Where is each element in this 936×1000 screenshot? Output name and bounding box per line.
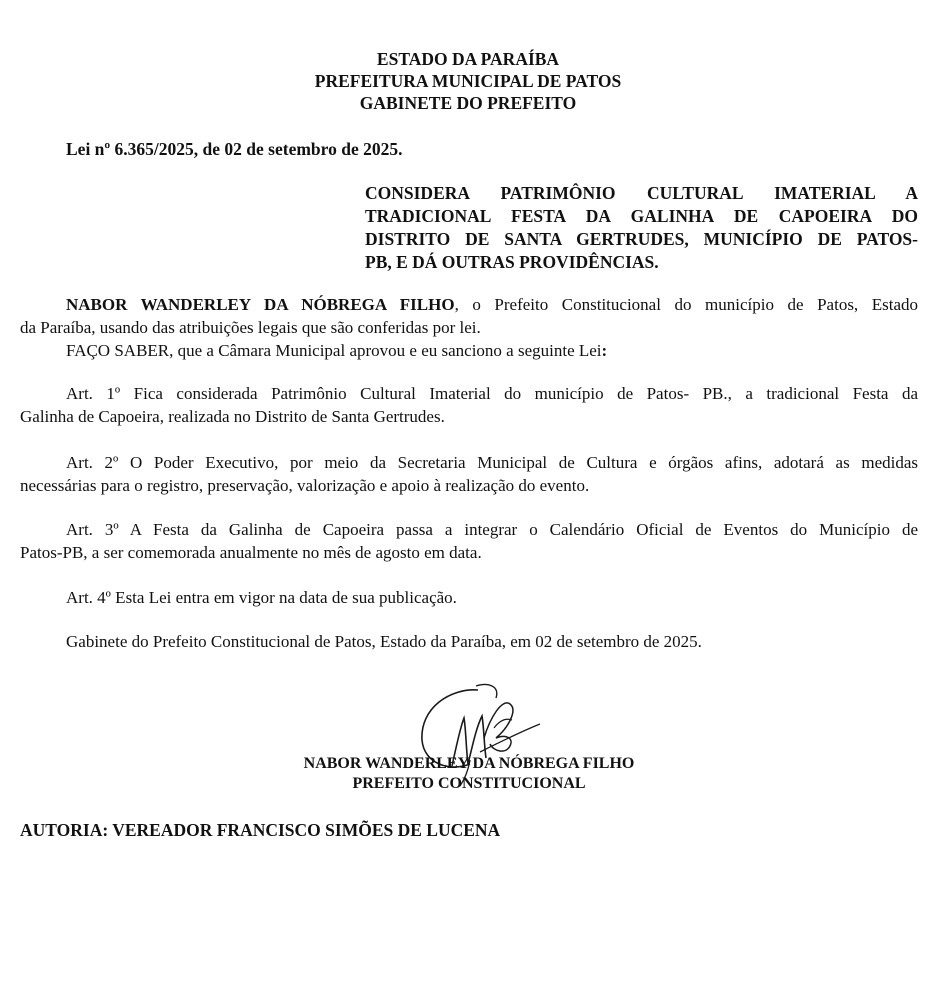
article-3 <box>20 518 918 564</box>
article-2 <box>20 451 918 497</box>
article-line: necessárias para o registro, preservação, valorização e apoio à realização do evento. <box>20 476 590 495</box>
intro-paragraph <box>20 293 918 339</box>
article-line: Art. 2º O Poder Executivo, por meio da Secretaria Municipal de Cultura e órgãos afins, adotará as medidas <box>66 453 918 472</box>
authorship-line: AUTORIA: VEREADOR FRANCISCO SIMÕES DE LUCENA <box>20 820 501 840</box>
document-header <box>0 48 936 114</box>
law-summary-line: DISTRITO DE SANTA GERTRUDES, MUNICÍPIO DE PATOS- <box>365 229 918 249</box>
closing-paragraph <box>20 630 918 653</box>
law-summary-line: CONSIDERA PATRIMÔNIO CULTURAL IMATERIAL A <box>365 183 918 203</box>
enactment-colon: : <box>601 341 608 360</box>
intro-line: da Paraíba, usando das atribuições legais que são conferidas por lei. <box>20 318 481 337</box>
signer-name: NABOR WANDERLEY DA NÓBREGA FILHO <box>303 755 635 772</box>
header-city-hall: PREFEITURA MUNICIPAL DE PATOS <box>314 71 622 91</box>
signature-block <box>0 754 936 794</box>
intro-line <box>20 293 918 316</box>
mayor-name: NABOR WANDERLEY DA NÓBREGA FILHO <box>66 295 455 314</box>
article-1 <box>20 382 918 428</box>
article-4 <box>20 586 918 609</box>
header-office: GABINETE DO PREFEITO <box>359 93 577 113</box>
intro-line-rest: , o Prefeito Constitucional do município de Patos, Estado <box>454 295 918 314</box>
law-title: Lei nº 6.365/2025, de 02 de setembro de 2025. <box>66 139 403 159</box>
law-summary-line: TRADICIONAL FESTA DA GALINHA DE CAPOEIRA DO <box>365 206 918 226</box>
article-line: Art. 3º A Festa da Galinha de Capoeira passa a integrar o Calendário Oficial de Eventos do Município de <box>66 520 918 539</box>
header-state: ESTADO DA PARAÍBA <box>376 49 560 69</box>
article-line: Art. 1º Fica considerada Patrimônio Cultural Imaterial do município de Patos- PB., a tradicional Festa da <box>66 384 918 403</box>
enactment-paragraph <box>20 339 918 362</box>
law-summary <box>365 182 918 274</box>
signer-role: PREFEITO CONSTITUCIONAL <box>352 775 586 792</box>
article-line: Patos-PB, a ser comemorada anualmente no mês de agosto em data. <box>20 543 482 562</box>
closing-line: Gabinete do Prefeito Constitucional de Patos, Estado da Paraíba, em 02 de setembro de 2025. <box>66 632 702 651</box>
article-line: Art. 4º Esta Lei entra em vigor na data de sua publicação. <box>66 588 457 607</box>
enactment-line <box>20 339 918 362</box>
article-line: Galinha de Capoeira, realizada no Distrito de Santa Gertrudes. <box>20 407 445 426</box>
law-summary-line: PB, E DÁ OUTRAS PROVIDÊNCIAS. <box>365 252 659 272</box>
enactment-text: FAÇO SABER, que a Câmara Municipal aprovou e eu sanciono a seguinte Lei <box>66 341 602 360</box>
